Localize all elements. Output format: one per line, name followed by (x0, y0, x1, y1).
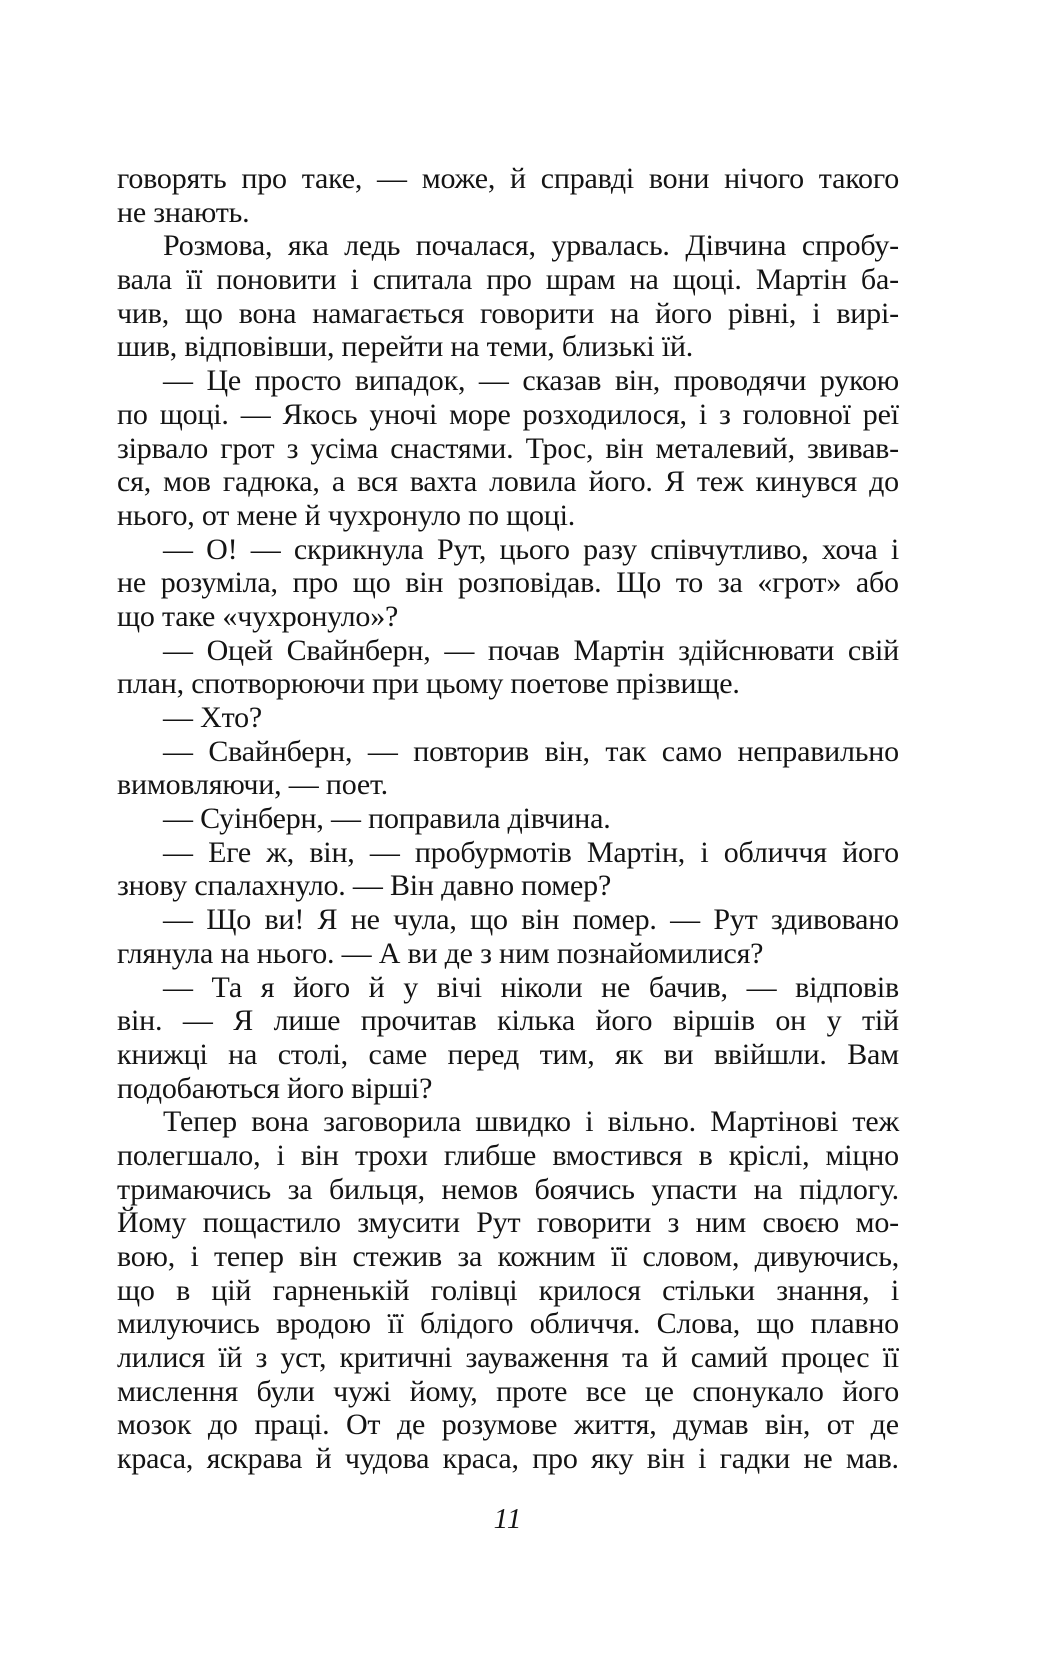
text-line: — Суінберн, — поправила дівчина. (163, 802, 611, 836)
text-line: — Свайнберн, — повторив він, так само неправильно (163, 734, 899, 768)
text-line: не знають. (117, 195, 250, 229)
text-line: що в цій гарненькій голівці крилося стільки знання, і (117, 1273, 899, 1307)
text-line: говорять про таке, — може, й справді вони нічого такого (117, 162, 899, 195)
text-line: книжці на столі, саме перед тим, як ви ввійшли. Вам (117, 1037, 899, 1071)
text-line: милуючись вродою її блідого обличчя. Слова, що плавно (117, 1307, 899, 1341)
text-line: — Це просто випадок, — сказав він, проводячи рукою (163, 364, 899, 398)
text-line: лилися їй з уст, критичні зауваження та й самий процес її (117, 1341, 899, 1375)
page-number: 11 (493, 1503, 523, 1535)
text-line: — О! — скрикнула Рут, цього разу співчутливо, хоча і (163, 532, 899, 566)
text-line: по щоці. — Якось уночі море розходилося, і з головної реї (117, 397, 899, 431)
text-line: він. — Я лише прочитав кілька його віршів он у тій (117, 1004, 899, 1038)
text-line: шив, відповівши, перейти на теми, близькі їй. (117, 330, 694, 364)
text-line: мозок до праці. От де розумове життя, думав він, от де (117, 1408, 899, 1442)
text-line: краса, яскрава й чудова краса, про яку він і гадки не мав. (117, 1442, 899, 1476)
text-line: вимовляючи, — поет. (117, 768, 388, 802)
text-line: подобаються його вірші? (117, 1071, 433, 1105)
text-line: полегшало, і він трохи глибше вмостився в кріслі, міцно (117, 1138, 899, 1172)
page-text (117, 162, 899, 1476)
text-line: глянула на нього. — А ви де з ним познайомилися? (117, 936, 764, 970)
text-line: — Хто? (163, 701, 262, 734)
text-line: нього, от мене й чухронуло по щоці. (117, 498, 576, 532)
text-line: Йому пощастило змусити Рут говорити з ним своєю мо- (117, 1206, 899, 1240)
text-line: Розмова, яка ледь почалася, урвалась. Дівчина спробу- (163, 229, 899, 263)
text-line: зірвало грот з усіма снастями. Трос, він металевий, звивав- (117, 431, 899, 465)
text-line: вала її поновити і спитала про шрам на щоці. Мартін ба- (117, 263, 899, 297)
text-line: — Еге ж, він, — пробурмотів Мартін, і обличчя його (163, 835, 899, 869)
text-line: не розуміла, про що він розповідав. Що то за «грот» або (117, 566, 899, 600)
text-line: — Оцей Свайнберн, — почав Мартін здійснювати свій (163, 633, 899, 667)
text-line: — Та я його й у вічі ніколи не бачив, — відповів (163, 970, 899, 1004)
text-line: план, спотворюючи при цьому поетове прізвище. (117, 667, 740, 701)
text-line: знову спалахнуло. — Він давно помер? (117, 869, 612, 903)
text-line: тримаючись за бильця, немов боячись упасти на підлогу. (117, 1172, 899, 1206)
text-line: ся, мов гадюка, а вся вахта ловила його. Я теж кинувся до (117, 465, 899, 499)
text-line: що таке «чухронуло»? (117, 599, 399, 633)
text-line: Тепер вона заговорила швидко і вільно. Мартінові теж (163, 1105, 899, 1139)
text-line: вою, і тепер він стежив за кожним її словом, дивуючись, (117, 1240, 899, 1273)
text-line: мислення були чужі йому, проте все це спонукало його (117, 1374, 899, 1408)
text-line: — Що ви! Я не чула, що він помер. — Рут здивовано (163, 903, 899, 937)
text-line: чив, що вона намагається говорити на його рівні, і вирі- (117, 296, 899, 330)
